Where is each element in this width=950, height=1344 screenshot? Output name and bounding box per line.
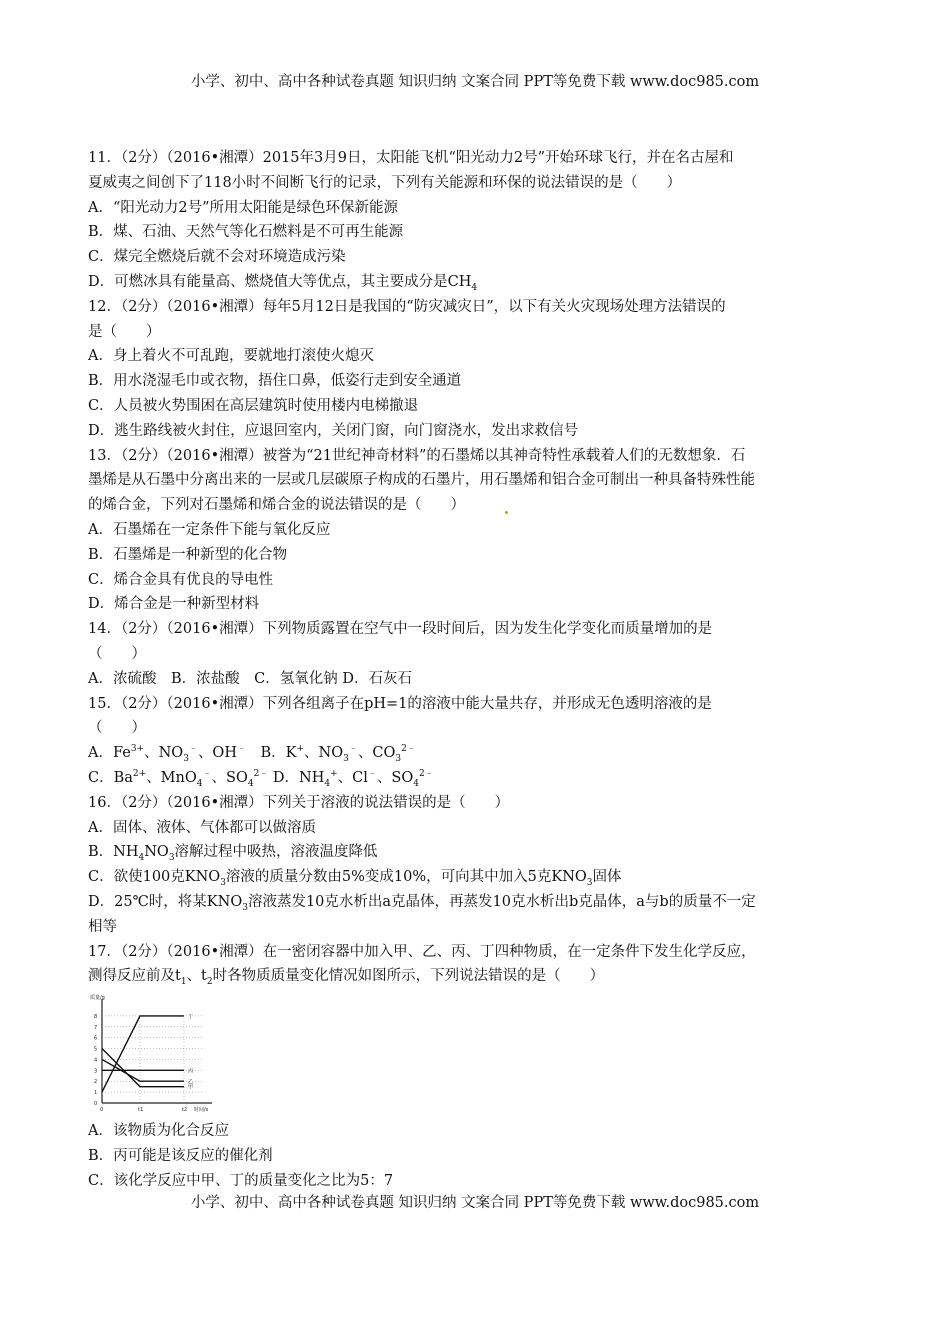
- y-tick-label: 7: [94, 1024, 98, 1031]
- option-d: D．25℃时，将某$KNO_3$溶液蒸发10克水析出a克晶体，再蒸发10克水析出b克晶体，a与b的质量不一定: [88, 893, 756, 913]
- y-axis-label: 质量/g: [90, 995, 105, 1002]
- option-c: C．煤完全燃烧后就不会对环境造成污染: [88, 249, 346, 266]
- y-tick-label: 1: [94, 1090, 98, 1097]
- option-c: C．烯合金具有优良的导电性: [88, 571, 274, 588]
- option-b: B．丙可能是该反应的催化剂: [88, 1147, 273, 1164]
- y-tick-label: 6: [94, 1035, 98, 1042]
- option-a: A．石墨烯在一定条件下能与氧化反应: [88, 521, 331, 538]
- chart-svg: [88, 993, 268, 1113]
- question-stem: 的烯合金，下列对石墨烯和烯合金的说法错误的是（ ）: [88, 497, 465, 514]
- option-b: B．煤、石油、天然气等化石燃料是不可再生能源: [88, 224, 404, 241]
- y-tick-label: 2: [94, 1079, 98, 1086]
- options: A．浓硫酸 B．浓盐酸 C．氢氧化钠 D．石灰石: [88, 670, 412, 687]
- question-stem: 夏威夷之间创下了118小时不间断飞行的记录，下列有关能源和环保的说法错误的是（ ）: [88, 174, 682, 191]
- y-tick-label: 3: [94, 1068, 98, 1075]
- question-stem: 17．（2分）（2016•湘潭）在一密闭容器中加入甲、乙、丙、丁四种物质，在一定条件下发生化学反应，: [88, 943, 756, 960]
- option-b: B．用水浇湿毛巾或衣物，捂住口鼻，低姿行走到安全通道: [88, 373, 462, 390]
- page-header: 小学、初中、高中各种试卷真题 知识归纳 文案合同 PPT等免费下载 www.doc985.com: [190, 74, 760, 90]
- question-stem: 是（ ）: [88, 323, 161, 340]
- mass-time-chart: [88, 993, 268, 1113]
- option-b: B．石墨烯是一种新型的化合物: [88, 546, 288, 563]
- question-13: [88, 444, 868, 618]
- question-stem: （ ）: [88, 645, 146, 662]
- y-tick-label: 8: [94, 1013, 98, 1020]
- question-stem: 16．（2分）（2016•湘潭）下列关于溶液的说法错误的是（ ）: [88, 794, 510, 811]
- option-c: C．人员被火势围困在高层建筑时使用楼内电梯撤退: [88, 397, 419, 414]
- options-c-d: C．$Ba^{2+}$、MnO$_4$﹣、$SO_4^{2﹣}$ D．$NH_4^+$、Cl﹣、$SO_4^{2﹣}$: [88, 769, 434, 789]
- question-17: [88, 940, 868, 1194]
- question-12: [88, 295, 868, 444]
- question-stem: 15．（2分）（2016•湘潭）下列各组离子在pH=1的溶液中能大量共存，并形成无色透明溶液的是: [88, 695, 712, 712]
- question-stem: 14．（2分）（2016•湘潭）下列物质露置在空气中一段时间后，因为发生化学变化而质量增加的是: [88, 621, 713, 638]
- x-tick-label: t1: [138, 1107, 144, 1114]
- option-a: A．身上着火不可乱跑，要就地打滚使火熄灭: [88, 348, 374, 365]
- option-d: D．可燃冰具有能量高、燃烧值大等优点，其主要成分是$CH_4$: [88, 273, 478, 293]
- option-a: A．“阳光动力2号”所用太阳能是绿色环保新能源: [88, 199, 399, 216]
- legend-label: 丁: [188, 1013, 194, 1020]
- option-b: B．$NH_4NO_3$溶解过程中吸热，溶液温度降低: [88, 844, 378, 864]
- question-list: [88, 146, 868, 1193]
- question-stem: 12．（2分）（2016•湘潭）每年5月12日是我国的“防灾减灾日”，以下有关火灾现场处理方法错误的: [88, 298, 726, 315]
- page-footer: 小学、初中、高中各种试卷真题 知识归纳 文案合同 PPT等免费下载 www.doc985.com: [190, 1195, 760, 1211]
- option-a: A．该物质为化合反应: [88, 1123, 229, 1140]
- legend-label: 乙: [188, 1079, 194, 1086]
- x-tick-label: t2: [182, 1107, 188, 1114]
- y-tick-label: 0: [94, 1101, 98, 1108]
- legend-label: 丙: [188, 1068, 194, 1075]
- question-14: [88, 617, 868, 691]
- options-a-b: A．$Fe^{3+}$、$NO_3^﹣$、OH﹣ B．K+、$NO_3^﹣$、$CO_3^{2﹣}$: [88, 744, 416, 765]
- option-c: C．该化学反应中甲、丁的质量变化之比为5：7: [88, 1172, 394, 1189]
- question-11: [88, 146, 868, 295]
- x-axis-label: 时间/s: [194, 1107, 209, 1114]
- option-d: D．烯合金是一种新型材料: [88, 596, 260, 613]
- option-d-continued: 相等: [88, 918, 117, 935]
- question-stem: 墨烯是从石墨中分离出来的一层或几层碳原子构成的石墨片，用石墨烯和铝合金可制出一种具备特殊性能: [88, 472, 755, 489]
- option-c: C．欲使100克$KNO_3$溶液的质量分数由5%变成10%，可向其中加入5克$KNO_3$固体: [88, 869, 622, 888]
- question-15: [88, 692, 868, 791]
- question-stem: 测得反应前及$t_1$、$t_2$时各物质质量变化情况如图所示，下列说法错误的是（ ）: [88, 968, 605, 988]
- question-stem: （ ）: [88, 720, 146, 737]
- stray-dot: [505, 511, 508, 514]
- question-stem: 13．（2分）（2016•湘潭）被誉为“21世纪神奇材料”的石墨烯以其神奇特性承载着人们的无数想象．石: [88, 447, 746, 464]
- y-tick-label: 5: [94, 1046, 98, 1053]
- question-stem: 11．（2分）（2016•湘潭）2015年3月9日，太阳能飞机“阳光动力2号”开始环球飞行，并在名古屋和: [88, 150, 734, 166]
- y-tick-label: 4: [94, 1057, 98, 1064]
- option-d: D．逃生路线被火封住，应退回室内，关闭门窗，向门窗浇水，发出求救信号: [88, 422, 579, 439]
- option-a: A．固体、液体、气体都可以做溶质: [88, 819, 316, 836]
- question-16: [88, 791, 868, 940]
- legend-label: 甲: [188, 1084, 194, 1091]
- x-tick-label: 0: [100, 1107, 104, 1114]
